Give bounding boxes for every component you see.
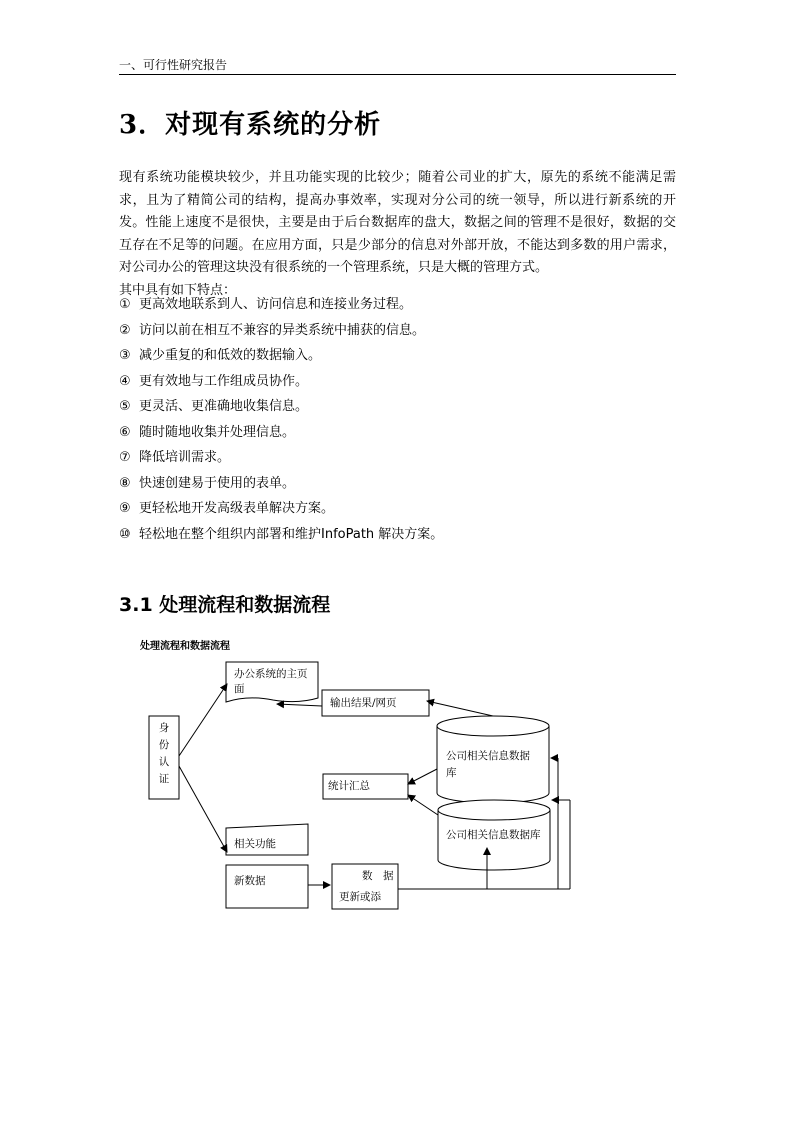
item-text: 快速创建易于使用的表单。 (139, 475, 296, 491)
list-item (119, 343, 676, 369)
section-title: 3．对现有系统的分析 (119, 110, 382, 140)
identity-char: 份 (158, 739, 170, 751)
subsection-title: 3.1 处理流程和数据流程 (119, 594, 331, 616)
item-number: ③ (119, 348, 131, 363)
list-item (119, 292, 676, 318)
diagram-title: 处理流程和数据流程 (140, 641, 230, 652)
item-text: 减少重复的和低效的数据输入。 (139, 348, 322, 363)
body-paragraph (119, 167, 676, 302)
related-label: 相关功能 (234, 838, 276, 850)
list-item (119, 394, 676, 420)
output-label: 输出结果/网页 (330, 697, 397, 709)
update-label-1: 数 据 (362, 870, 394, 882)
paragraph-text: 现有系统功能模块较少，并且功能实现的比较少；随着公司业的扩大，原先的系统不能满足需求，且为了精简公司的结构，提高办事效率，实现对分公司的统一领导，所以进行新系统的开发。性能上速度不是很快，主要是由于后台数据库的盘大，数据之间的管理不是很好，数据的交互存在不足等的问题。在应用方面，只是少部分的信息对外部开放，不能达到多数的用户需求，对公司办公的管理这块没有很系统的一个管理系统，只是大概的管理方式。 (119, 170, 676, 275)
item-number: ⑩ (119, 526, 131, 542)
list-item (119, 496, 676, 522)
item-number: ④ (119, 373, 131, 389)
page-header (119, 58, 676, 75)
flow-diagram (138, 638, 578, 918)
item-number: ⑤ (119, 399, 131, 414)
db-bottom-label: 公司相关信息数据库 (446, 829, 541, 841)
identity-char: 身 (158, 722, 170, 734)
stats-label: 统计汇总 (328, 780, 370, 792)
item-text: 轻松地在整个组织内部署和维护InfoPath 解决方案。 (139, 526, 444, 542)
identity-char: 认 (158, 756, 170, 768)
list-item (119, 369, 676, 395)
item-number: ⑧ (119, 475, 131, 491)
header-text: 一、可行性研究报告 (119, 58, 228, 72)
db-top-cylinder (437, 726, 549, 803)
identity-label (158, 720, 170, 788)
homepage-label-1: 办公系统的主页 (234, 668, 308, 680)
list-item (119, 420, 676, 446)
item-text: 更有效地与工作组成员协作。 (139, 373, 309, 389)
item-number: ⑨ (119, 501, 131, 516)
item-text: 更灵活、更准确地收集信息。 (139, 399, 309, 414)
item-number: ① (119, 297, 131, 312)
newdata-label: 新数据 (234, 875, 266, 887)
item-text: 降低培训需求。 (139, 450, 231, 465)
db-top-label-2: 库 (446, 767, 457, 779)
paragraph-intro: 其中具有如下特点： (119, 282, 237, 298)
update-label-2: 更新或添 (339, 891, 381, 903)
identity-char: 证 (158, 773, 170, 785)
item-text: 访问以前在相互不兼容的异类系统中捕获的信息。 (139, 322, 426, 338)
list-item (119, 445, 676, 471)
item-number: ② (119, 322, 131, 338)
feature-list (119, 292, 676, 547)
item-text: 随时随地收集并处理信息。 (139, 424, 296, 440)
item-text: 更轻松地开发高级表单解决方案。 (139, 501, 335, 516)
list-item (119, 522, 676, 548)
db-top-label-1: 公司相关信息数据 (446, 750, 530, 762)
item-number: ⑥ (119, 424, 131, 440)
list-item (119, 318, 676, 344)
item-number: ⑦ (119, 450, 131, 465)
homepage-label-2: 面 (234, 683, 245, 695)
list-item (119, 471, 676, 497)
item-text: 更高效地联系到人、访问信息和连接业务过程。 (139, 297, 413, 312)
flow-diagram-graphics (138, 638, 578, 918)
